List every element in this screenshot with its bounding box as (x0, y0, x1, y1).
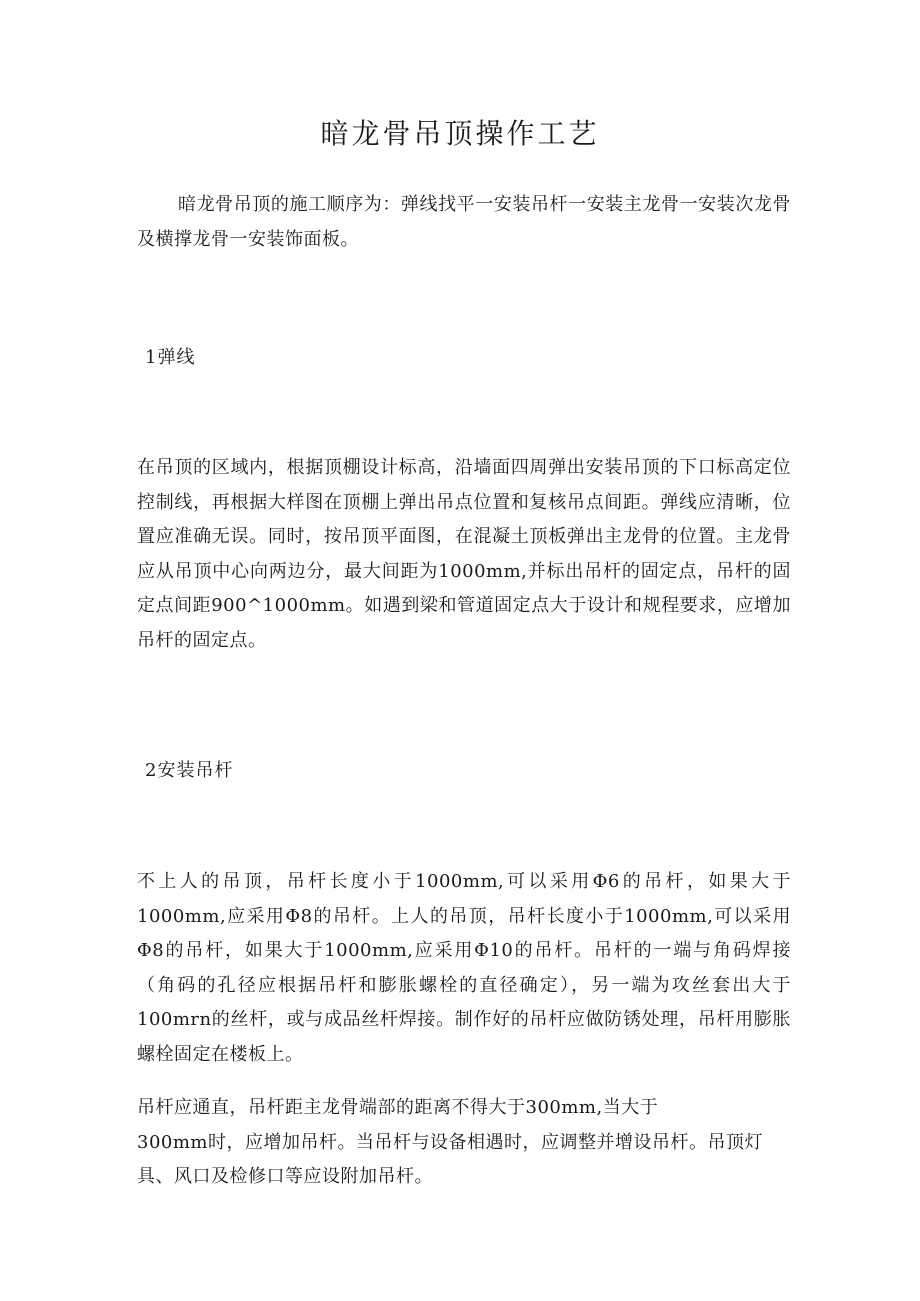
intro-paragraph: 暗龙骨吊顶的施工顺序为：弹线找平一安装吊杆一安装主龙骨一安装次龙骨及横撑龙骨一安装饰面板。 (137, 194, 791, 250)
section-paragraph-install-hangers: 不上人的吊顶，吊杆长度小于1000mm,可以采用Φ6的吊杆，如果大于1000mm,应采用Φ8的吊杆。上人的吊顶，吊杆长度小于1000mm,可以采用Φ8的吊杆，如果大于1000mm,应采用Φ10的吊杆。吊杆的一端与角码焊接（角码的孔径应根据吊杆和膨胀螺栓的直径确定），另一端为攻丝套出大于100mrn的丝杆，或与成品丝杆焊接。制作好的吊杆应做防锈处理，吊杆用膨胀螺栓固定在楼板上。 (137, 871, 791, 1065)
paragraph-line: 吊杆应通直，吊杆距主龙骨端部的距离不得大于300mm,当大于 (137, 1097, 659, 1118)
section-paragraph-snapping-lines: 在吊顶的区域内，根据顶棚设计标高，沿墙面四周弹出安装吊顶的下口标高定位控制线，再根据大样图在顶棚上弹出吊点位置和复核吊点间距。弹线应清晰，位置应准确无误。同时，按吊顶平面图，在混凝土顶板弹出主龙骨的位置。主龙骨应从吊顶中心向两边分，最大间距为1000mm,并标出吊杆的固定点，吊杆的固定点间距900^1000mm。如遇到梁和管道固定点大于设计和规程要求，应增加吊杆的固定点。 (137, 457, 791, 651)
paragraph-line: 300mm时，应增加吊杆。当吊杆与设备相遇时，应调整并增设吊杆。吊顶灯具、风口及检修口等应设附加吊杆。 (137, 1131, 763, 1187)
section-heading-install-hangers: 2安装吊杆 (145, 760, 234, 781)
section-heading-snapping-lines: 1弹线 (145, 347, 196, 368)
document-title: 暗龙骨吊顶操作工艺 (320, 117, 600, 150)
section-paragraph-hanger-requirements (137, 1091, 791, 1195)
